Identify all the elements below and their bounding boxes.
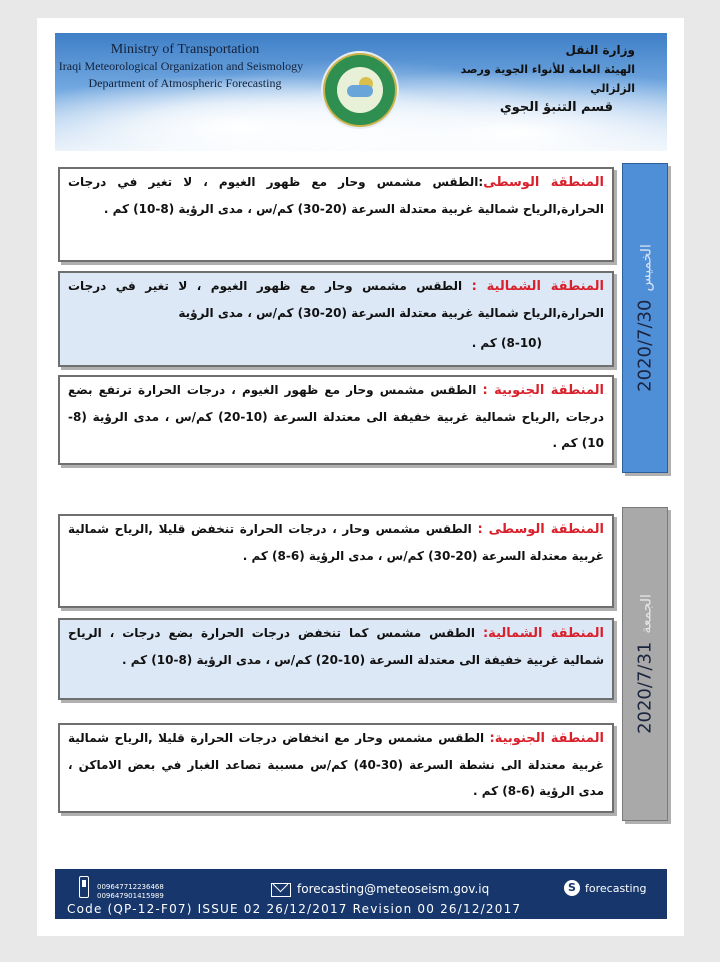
org-logo: [325, 55, 395, 125]
forecast-day2-north: [58, 618, 614, 700]
document-code: Code (QP-12-F07) ISSUE 02 26/12/2017 Revision 00 26/12/2017: [67, 902, 522, 916]
region-forecast: :الطقس مشمس وحار مع ظهور الغيوم ، لا تغير في درجات الحرارة,الرياح شمالية غربية معتدلة السرعة (20-30) كم/س ، مدى الرؤية (8-10) كم .: [68, 175, 604, 216]
department-name-en: Department of Atmospheric Forecasting: [88, 76, 282, 90]
phone-number: 009647712236468: [97, 883, 164, 891]
region-name: المنطقة الوسطى: [483, 175, 604, 190]
region-forecast: الطقس مشمس كما تنخفض درجات الحرارة بضع درجات ، الرياح شمالية غربية خفيفة الى معتدلة السرعة (10-20) كم/س ، مدى الرؤية (8-10) كم .: [68, 626, 604, 667]
forecast-date: 2020/7/30: [634, 299, 656, 392]
region-forecast: الطقس مشمس وحار مع ظهور الغيوم ، درجات الحرارة ترتفع بضع درجات ,الرياح شمالية غربية خفيفة الى معتدلة السرعة (10-20) كم/س ، مدى الرؤية (8-10) كم .: [68, 383, 604, 450]
region-name: المنطقة الشمالية:: [482, 626, 604, 641]
footer-bar: [55, 869, 667, 919]
forecast-day1-central: [58, 167, 614, 262]
region-forecast: الطقس مشمس وحار مع ظهور الغيوم ، لا تغير في درجات الحرارة,الرياح شمالية غربية معتدلة السرعة (20-30) كم/س ، مدى الرؤية: [68, 279, 604, 320]
region-name: المنطقة الجنوبية:: [489, 731, 604, 746]
forecast-day2-central: [58, 514, 614, 608]
forecast-date: 2020/7/31: [634, 641, 656, 734]
phone-number: 009647901415989: [97, 892, 164, 900]
organization-name-ar: الهيئة العامة للأنواء الجوية ورصد الزلزالي: [460, 63, 635, 95]
header-english: [55, 41, 315, 92]
forecast-day1-north: [58, 271, 614, 367]
region-forecast: الطقس مشمس وحار ، درجات الحرارة تنخفض قليلا ,الرياح شمالية غربية معتدلة السرعة (20-30) كم/س ، مدى الرؤية (6-8) كم .: [68, 522, 604, 563]
date-band-day1: [622, 163, 668, 473]
header-arabic: [415, 41, 635, 117]
organization-name-en: Iraqi Meteorological Organization and Seismology: [58, 59, 304, 73]
ministry-name-en: Ministry of Transportation: [110, 42, 260, 57]
region-name: المنطقة الشمالية :: [471, 279, 604, 294]
mail-icon: [271, 883, 291, 897]
header-banner: [55, 33, 667, 151]
region-name: المنطقة الجنوبية :: [482, 383, 605, 398]
forecast-weekday: الجمعة: [638, 594, 655, 634]
region-forecast-extra: (8-10) كم .: [471, 336, 542, 350]
contact-email[interactable]: forecasting@meteoseism.gov.iq: [297, 882, 490, 896]
department-name-ar: قسم التنبؤ الجوي: [499, 100, 613, 115]
date-band-day2: [622, 507, 668, 821]
phone-numbers: [97, 883, 164, 901]
forecast-weekday: الخميس: [638, 244, 655, 292]
region-forecast: الطقس مشمس وحار مع انخفاض درجات الحرارة قليلا ,الرياح شمالية غربية معتدلة الى نشطة السرعة (30-40) كم/س مسببة تصاعد الغبار في بعض الاماكن ، مدى الرؤية (6-8) كم .: [68, 731, 604, 798]
forecast-day1-south: [58, 375, 614, 465]
skype-icon: S: [564, 880, 580, 896]
forecast-day2-south: [58, 723, 614, 813]
region-name: المنطقة الوسطى :: [477, 522, 604, 537]
phone-icon: [79, 876, 89, 898]
ministry-name-ar: وزارة النقل: [565, 43, 635, 57]
skype-handle[interactable]: forecasting: [585, 882, 647, 895]
